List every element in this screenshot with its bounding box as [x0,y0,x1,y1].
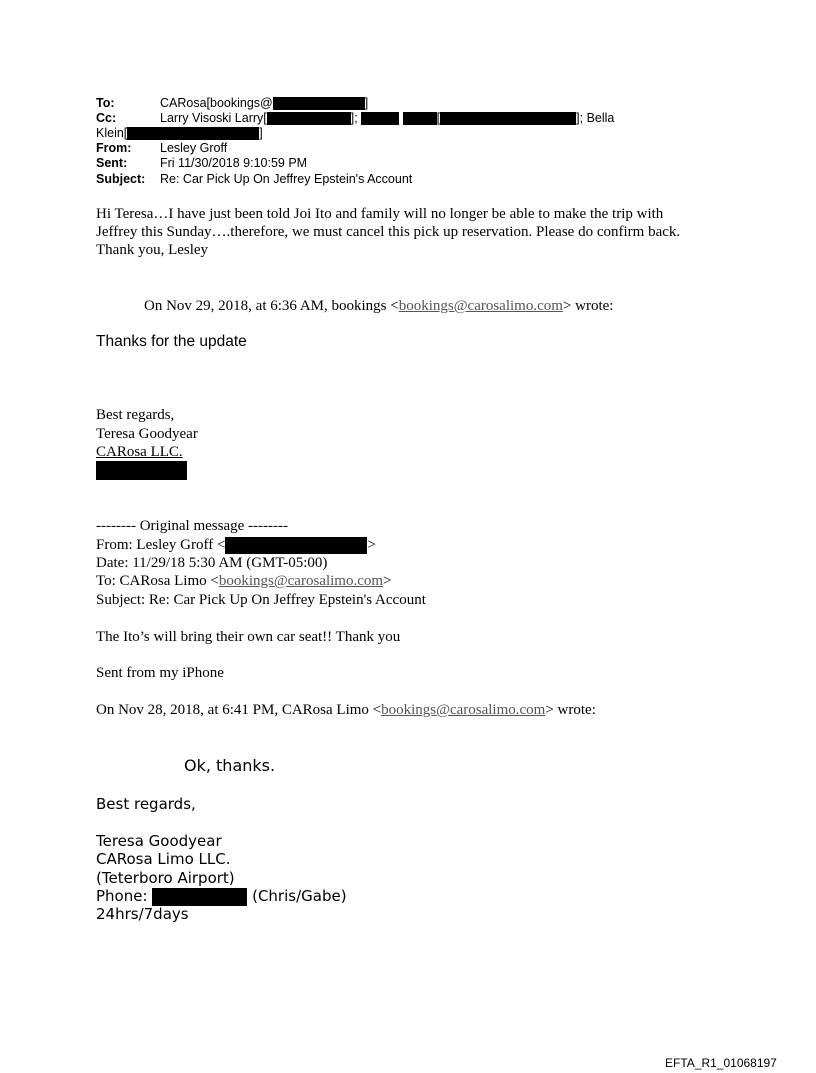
to-value: CARosa[bookings@ [160,96,273,110]
message-line-3: Thank you, Lesley [96,242,209,258]
redaction-box [152,888,247,906]
subject-value: Re: Car Pick Up On Jeffrey Epstein's Account [160,172,413,186]
original-date: Date: 11/29/18 5:30 AM (GMT-05:00) [96,555,328,571]
redaction-box [96,461,187,480]
quote-prefix: On Nov 28, 2018, at 6:41 PM, CARosa Limo < [96,702,382,718]
original-from-prefix: From: Lesley Groff < [96,537,226,553]
thanks-line: Thanks for the update [96,333,247,350]
sent-label: Sent: [96,156,128,170]
subject-row [96,172,145,187]
to-value-row [160,96,368,111]
to-end: ] [364,96,369,110]
redaction-box [225,537,367,554]
signature-company [96,443,183,461]
signature-regards: Best regards, [96,407,175,423]
quote-suffix: > wrote: [545,702,596,718]
sent-row [96,156,127,171]
redaction-box [267,112,351,125]
cc-line2-text: Klein[ [96,126,128,140]
from-label: From: [96,141,132,155]
redaction-box [403,112,437,125]
cc-row [96,111,116,126]
signature-company-2: CARosa Limo LLC. [96,850,231,868]
original-body: The Ito’s will bring their own car seat!! Thank you [96,629,401,645]
quote-attribution-1 [144,297,613,315]
subject-label: Subject: [96,172,146,186]
message-line-2: Jeffrey this Sunday….therefore, we must cancel this pick up reservation. Please do confirm back. [96,224,681,240]
to-row [96,96,115,111]
original-from-suffix: > [367,537,376,553]
sent-from-line: Sent from my iPhone [96,665,224,681]
cc-line2-end: ] [259,126,263,140]
to-label: To: [96,96,115,110]
message-line-1: Hi Teresa…I have just been told Joi Ito and family will no longer be able to make the trip with [96,206,664,222]
phone-label: Phone: [96,887,148,905]
signature-name: Teresa Goodyear [96,426,198,442]
email-link[interactable]: bookings@carosalimo.com [218,573,384,589]
email-link[interactable]: bookings@carosalimo.com [398,298,563,314]
original-separator: -------- Original message -------- [96,518,288,534]
quote-attribution-2 [96,701,596,719]
signature-name-2: Teresa Goodyear [96,832,222,850]
redaction-box [440,112,576,125]
cc-end: ]; Bella [576,111,615,125]
cc-sep2: [ [436,111,441,125]
original-subject: Subject: Re: Car Pick Up On Jeffrey Epstein's Account [96,592,426,608]
email-link[interactable]: bookings@carosalimo.com [381,702,546,718]
signature-regards-2: Best regards, [96,795,196,813]
ok-thanks-line: Ok, thanks. [184,756,276,775]
cc-sep1: ]; [350,111,358,125]
signature-location: (Teterboro Airport) [96,869,235,887]
cc-label: Cc: [96,111,117,125]
redaction-box [273,97,365,110]
cc-value: Larry Visoski Larry[ [160,111,267,125]
quote-prefix: On Nov 29, 2018, at 6:36 AM, bookings < [144,298,399,314]
phone-suffix: (Chris/Gabe) [252,887,347,905]
from-value: Lesley Groff [160,141,228,155]
signature-phone [96,887,347,906]
sent-value: Fri 11/30/2018 9:10:59 PM [160,156,308,170]
original-to-suffix: > [383,573,392,589]
signature-company-text: CARosa LLC. [96,444,183,460]
original-from [96,536,376,554]
redaction-box [361,112,399,125]
from-row [96,141,131,156]
original-to-prefix: To: CARosa Limo < [96,573,219,589]
original-to [96,572,392,590]
cc-value-row [160,111,614,126]
quote-suffix: > wrote: [562,298,614,314]
signature-hours: 24hrs/7days [96,905,189,923]
redaction-box [127,127,259,140]
cc-line2 [96,126,263,141]
document-id: EFTA_R1_01068197 [665,1056,777,1070]
